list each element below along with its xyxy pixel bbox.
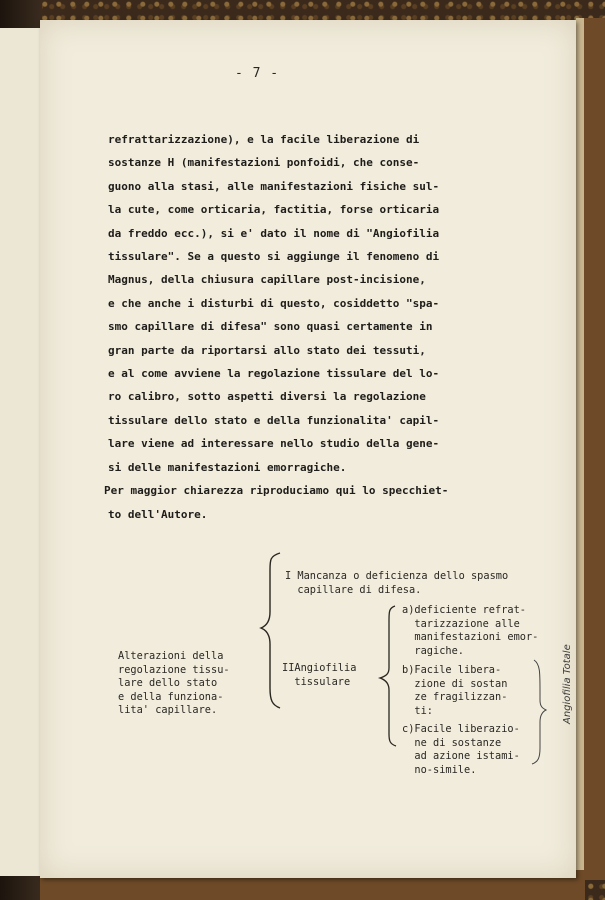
scheme-branch-2: IIAngiofilia tissulare xyxy=(282,662,357,688)
text-line: da freddo ecc.), si e' dato il nome di "Angiofilia xyxy=(108,226,440,240)
text-line: Magnus, della chiusura capillare post-incisione, xyxy=(108,273,426,287)
text-line: tissulare". Se a questo si aggiunge il fenomeno di xyxy=(108,250,440,264)
text-line: smo capillare di difesa" sono quasi certamente in xyxy=(108,320,433,334)
body-text xyxy=(104,128,508,526)
text-line: gran parte da riportarsi allo stato dei tessuti, xyxy=(108,343,426,357)
text-line: sostanze H (manifestazioni ponfoidi, che conse- xyxy=(108,156,420,170)
scheme-sub-a: a)deficiente refrat- tarizzazione alle manifestazioni emor- ragiche. xyxy=(402,604,539,657)
text-line: Per maggior chiarezza riproduciamo qui lo specchiet- xyxy=(104,484,449,498)
text-line: si delle manifestazioni emorragiche. xyxy=(108,460,347,474)
text-line: lare viene ad interessare nello studio della gene- xyxy=(108,437,440,451)
right-cover-edge xyxy=(576,18,605,880)
scheme-sub-c: c)Facile liberazio- ne di sostanze ad azione istami- no-simile. xyxy=(402,723,520,776)
text-line: refrattarizzazione), e la facile liberazione di xyxy=(108,133,420,146)
text-line: e al come avviene la regolazione tissulare del lo- xyxy=(108,367,440,381)
previous-page-edge xyxy=(0,28,42,876)
handwritten-note: Angiofilia Totale xyxy=(562,644,573,724)
scheme-root: Alterazioni della regolazione tissu- lare dello stato e della funziona- lita' capillare. xyxy=(118,650,230,716)
text-line: guono alla stasi, alle manifestazioni fisiche sul- xyxy=(108,179,440,193)
page-number: - 7 - xyxy=(235,66,280,81)
scheme-branch-1: I Mancanza o deficienza dello spasmo capillare di difesa. xyxy=(285,570,509,596)
text-line: to dell'Autore. xyxy=(108,507,208,521)
text-line: tissulare dello stato e della funzionalita' capil- xyxy=(108,413,440,427)
text-line: la cute, come orticaria, factitia, forse orticaria xyxy=(108,203,440,217)
text-line: e che anche i disturbi di questo, cosiddetto "spa- xyxy=(108,296,440,310)
text-line: ro calibro, sotto aspetti diversi la regolazione xyxy=(108,390,426,404)
scheme-sub-b: b)Facile libera- zione di sostan ze fragilizzan- ti: xyxy=(402,664,508,717)
